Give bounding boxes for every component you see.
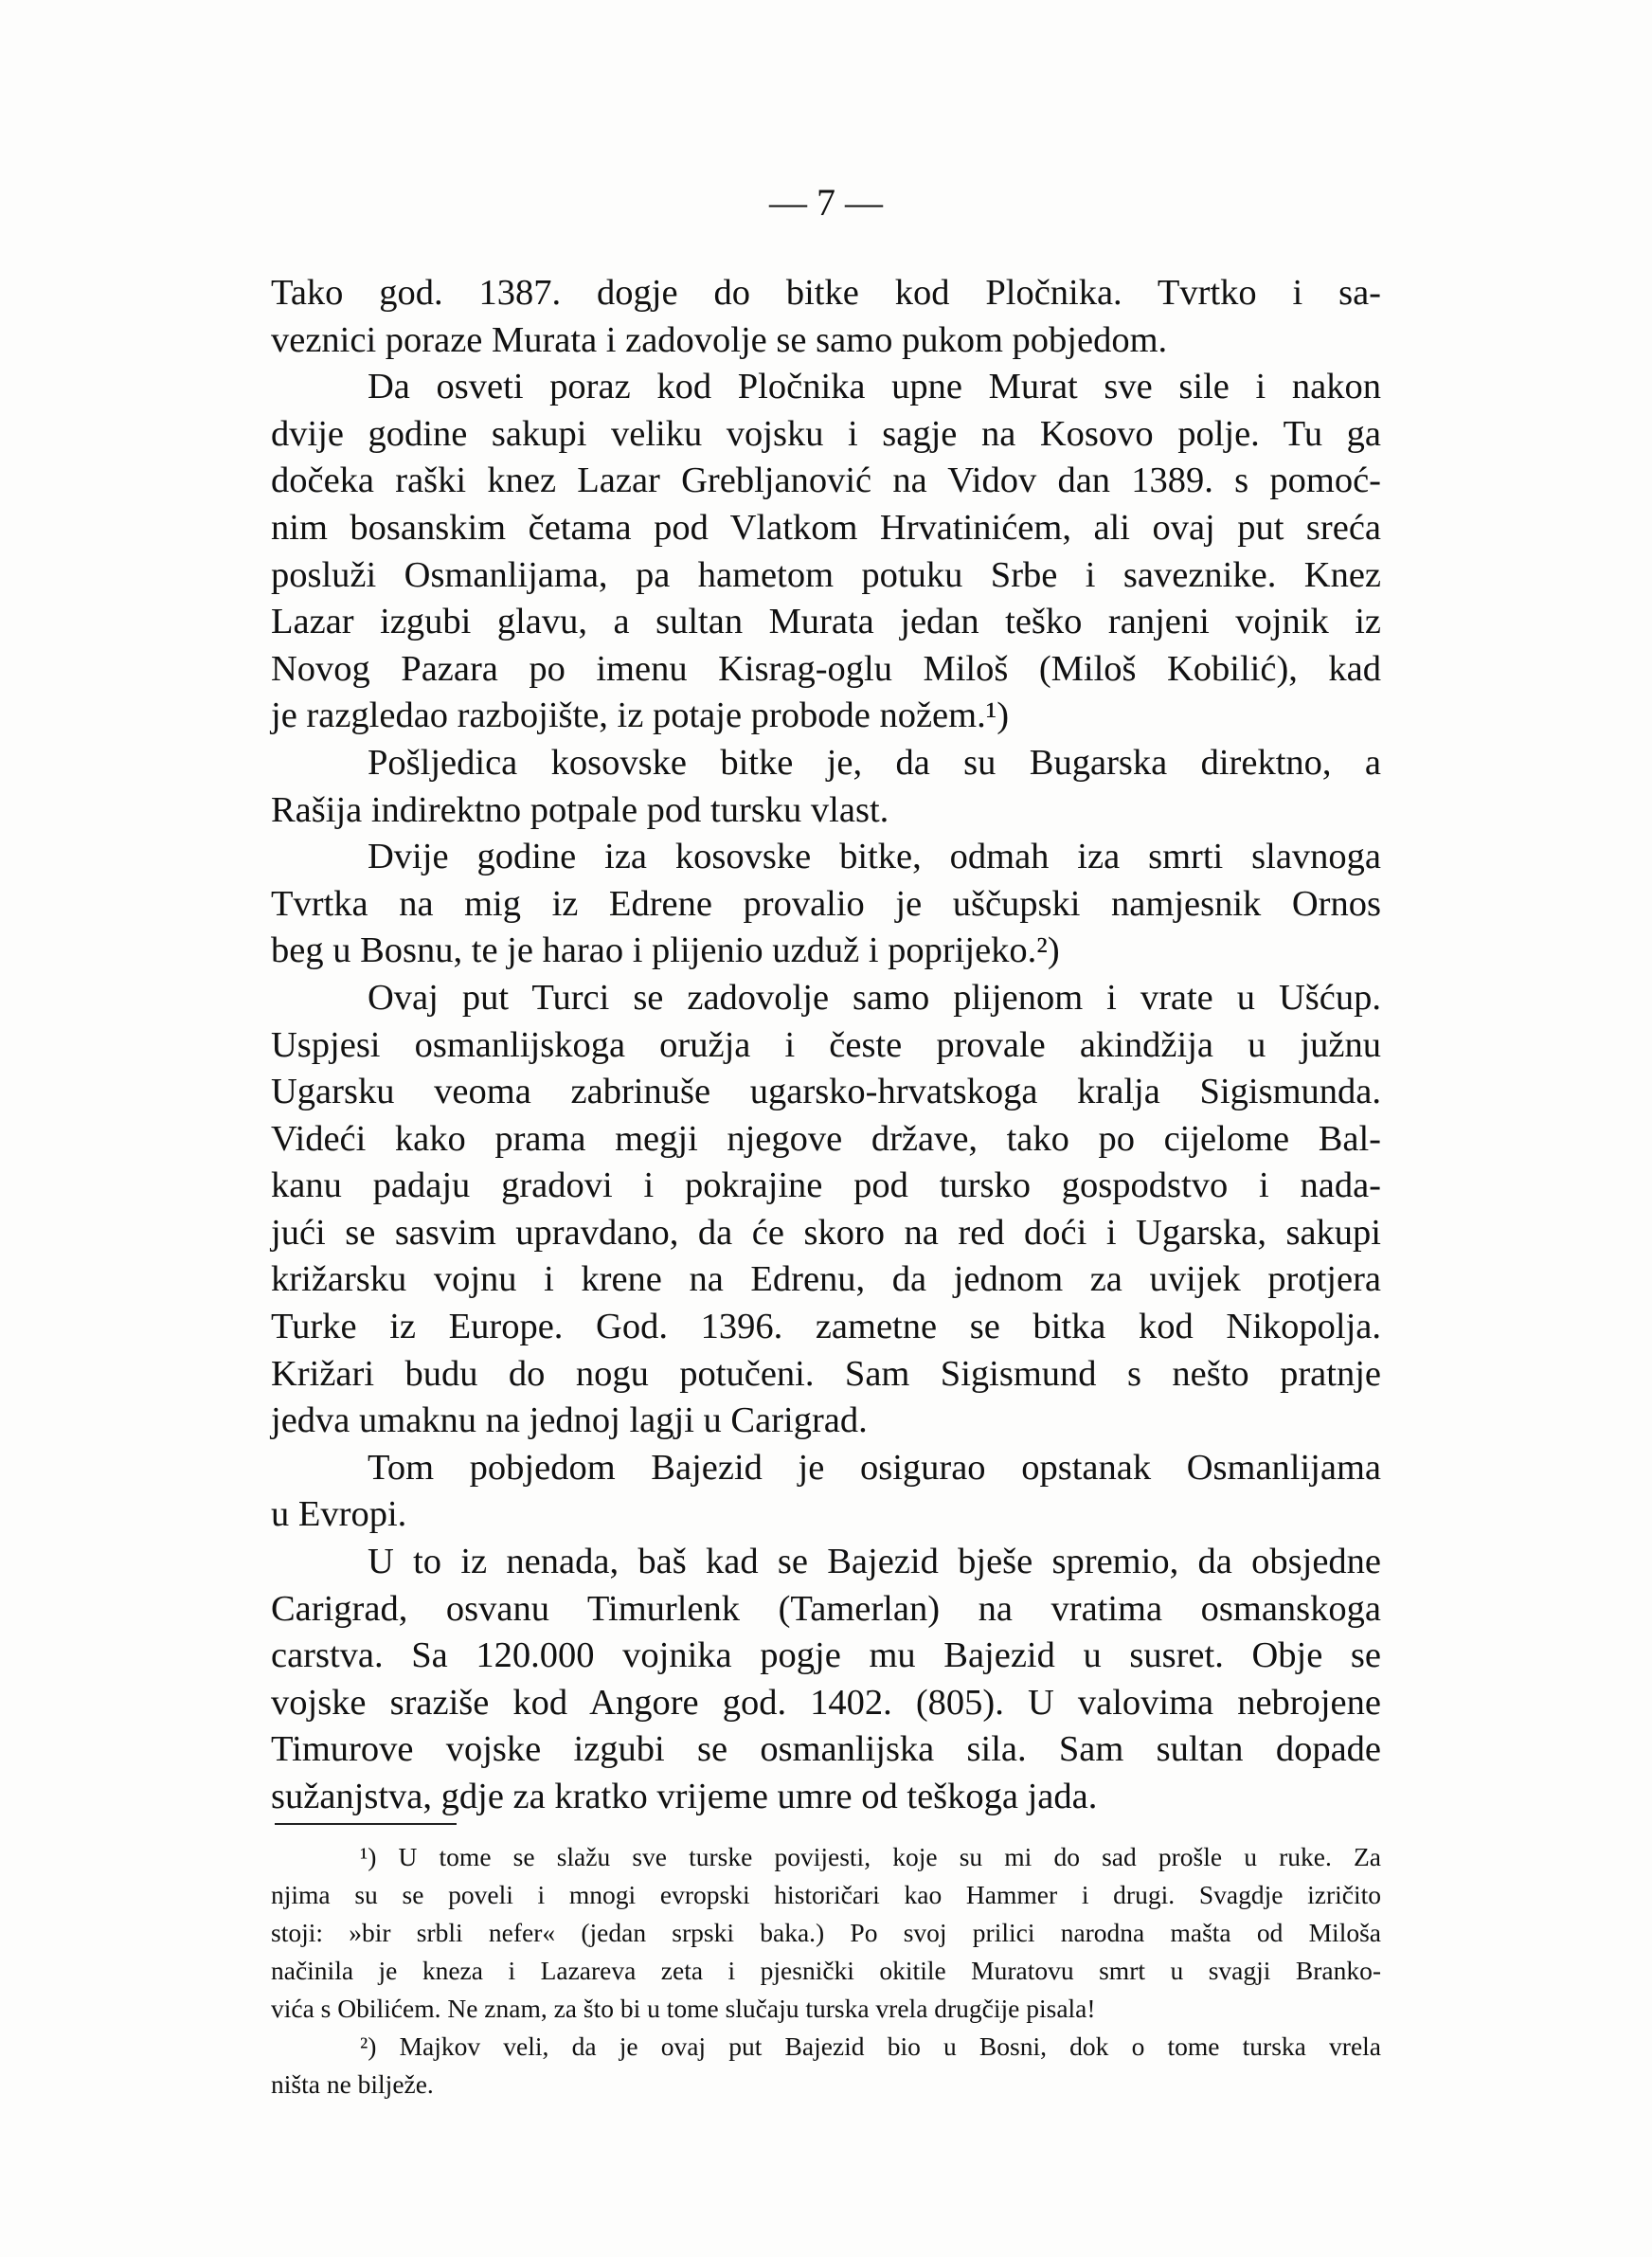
paragraph-1 (271, 270, 1381, 364)
text-line: Ovaj put Turci se zadovolje samo plijenom i vrate u Ušćup. (368, 977, 1381, 1018)
text-line: Tom pobjedom Bajezid je osigurao opstanak Osmanlijama (368, 1447, 1381, 1488)
text-line: veznici poraze Murata i zadovolje se samo pukom pobjedom. (271, 319, 1168, 360)
text-line: u Evropi. (271, 1494, 407, 1535)
text-line: križarsku vojnu i krene na Edrenu, da jednom za uvijek protjera (271, 1259, 1381, 1300)
text-line: Križari budu do nogu potučeni. Sam Sigismund s nešto pratnje (271, 1353, 1381, 1394)
text-line: je razgledao razbojište, iz potaje probode nožem.¹) (271, 695, 1010, 736)
text-line: carstva. Sa 120.000 vojnika pogje mu Bajezid u susret. Obje se (271, 1635, 1381, 1676)
footnote-2 (271, 2028, 1381, 2104)
text-line: kanu padaju gradovi i pokrajine pod tursko gospodstvo i nada- (271, 1165, 1381, 1206)
text-line: jedva umaknu na jednoj lagji u Carigrad. (271, 1400, 868, 1441)
text-line: Videći kako prama megji njegove države, tako po cijelome Bal- (271, 1118, 1381, 1159)
text-line: dvije godine sakupi veliku vojsku i sagje na Kosovo polje. Tu ga (271, 413, 1381, 454)
paragraph-4 (271, 834, 1381, 975)
text-line: Novog Pazara po imenu Kisrag-oglu Miloš (Miloš Kobilić), kad (271, 648, 1381, 689)
footnotes (271, 1838, 1381, 2104)
text-line: U to iz nenada, baš kad se Bajezid bješe spremio, da obsjedne (368, 1542, 1381, 1582)
page-number: — 7 — (769, 181, 883, 224)
footnote-line: vića s Obilićem. Ne znam, za što bi u tome slučaju turska vrela drugčije pisala! (271, 1994, 1096, 2023)
footnote-line: načinila je kneza i Lazareva zeta i pjesnički okitile Muratovu smrt u svagji Branko- (271, 1956, 1381, 1985)
body-text (271, 270, 1381, 1821)
text-line: jući se sasvim upravdano, da će skoro na red doći i Ugarska, sakupi (271, 1212, 1381, 1253)
footnote-line: ništa ne bilježe. (271, 2069, 434, 2099)
text-line: Carigrad, osvanu Timurlenk (Tamerlan) na vratima osmanskoga (271, 1588, 1381, 1629)
paragraph-7 (271, 1539, 1381, 1821)
text-line: Da osveti poraz kod Pločnika upne Murat sve sile i nakon (368, 367, 1381, 407)
footnote-line: stoji: »bir srbli nefer« (jedan srpski baka.) Po svoj prilici narodna mašta od Miloša (271, 1918, 1381, 1947)
paragraph-3 (271, 740, 1381, 834)
text-line: sužanjstva, gdje za kratko vrijeme umre od teškoga jada. (271, 1777, 1098, 1816)
footnote-line: ¹) U tome se slažu sve turske povijesti, koje su mi do sad prošle u ruke. Za (360, 1842, 1381, 1871)
text-line: Uspjesi osmanlijskoga oružja i česte provale akindžija u južnu (271, 1024, 1381, 1065)
text-line: Tako god. 1387. dogje do bitke kod Pločnika. Tvrtko i sa- (271, 273, 1381, 313)
text-line: Lazar izgubi glavu, a sultan Murata jedan teško ranjeni vojnik iz (271, 602, 1381, 642)
footnote-line: ²) Majkov veli, da je ovaj put Bajezid bio u Bosni, dok o tome turska vrela (360, 2031, 1381, 2061)
text-line: beg u Bosnu, te je harao i plijenio uzduž i poprijeko.²) (271, 930, 1060, 971)
text-line: Rašija indirektno potpale pod tursku vlast. (271, 789, 889, 830)
paragraph-5 (271, 975, 1381, 1445)
text-line: Timurove vojske izgubi se osmanlijska sila. Sam sultan dopade (271, 1729, 1381, 1770)
footnote-1 (271, 1838, 1381, 2028)
text-line: dočeka raški knez Lazar Grebljanović na Vidov dan 1389. s pomoć- (271, 460, 1381, 501)
text-line: Pošljedica kosovske bitke je, da su Bugarska direktno, a (368, 742, 1381, 783)
paragraph-2 (271, 364, 1381, 740)
text-line: Dvije godine iza kosovske bitke, odmah iza smrti slavnoga (368, 837, 1381, 877)
text-line: Turke iz Europe. God. 1396. zametne se bitka kod Nikopolja. (271, 1307, 1381, 1347)
text-line: Ugarsku veoma zabrinuše ugarsko-hrvatskoga kralja Sigismunda. (271, 1072, 1381, 1112)
text-line: vojske srazišе kod Angore god. 1402. (805). U valovima nebrojene (271, 1682, 1381, 1723)
paragraph-6 (271, 1445, 1381, 1539)
text-line: posluži Osmanlijama, pa hametom potuku Srbe i saveznike. Knez (271, 554, 1381, 595)
footnote-line: njima su se poveli i mnogi evropski historičari kao Hammer i drugi. Svagdje izričito (271, 1880, 1381, 1909)
text-line: Tvrtka na mig iz Edrene provalio je uščupski namjesnik Ornos (271, 883, 1381, 924)
text-line: nim bosanskim četama pod Vlatkom Hrvatinićem, ali ovaj put sreća (271, 507, 1381, 548)
footnote-separator (275, 1823, 457, 1825)
